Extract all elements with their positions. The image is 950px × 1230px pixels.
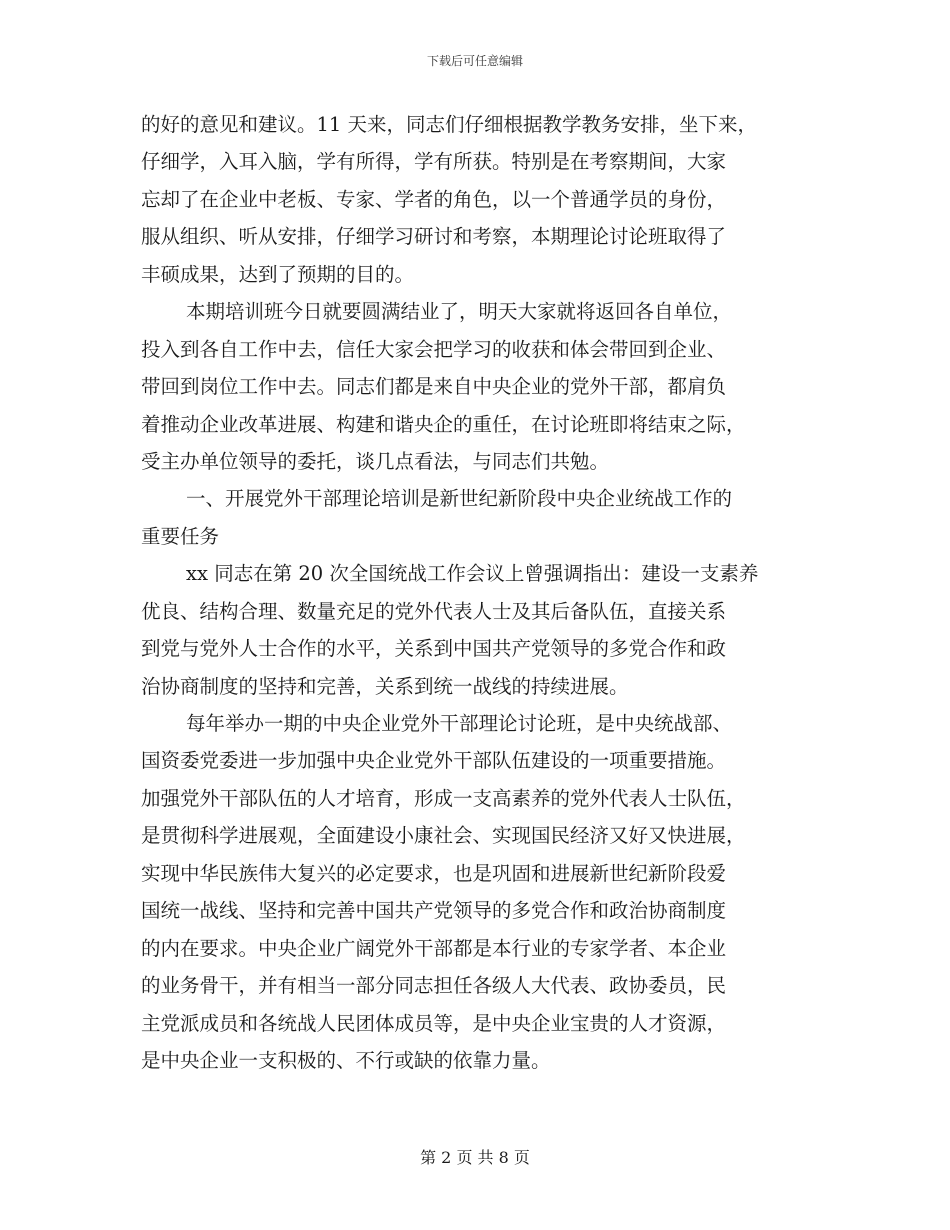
page-number-suffix: 页 bbox=[513, 1148, 530, 1167]
document-body bbox=[141, 106, 811, 1079]
current-page-number: 2 bbox=[441, 1148, 452, 1167]
paragraph-start-line: 每年举办一期的中央企业党外干部理论讨论班，是中央统战部、 bbox=[186, 712, 733, 735]
paragraph-start-line: 本期培训班今日就要圆满结业了，明天大家就将返回各自单位， bbox=[186, 300, 733, 324]
text-line: 服从组织、听从安排，仔细学习研讨和考察，本期理论讨论班取得了 bbox=[141, 225, 727, 249]
section-heading-line: 一、开展党外干部理论培训是新世纪新阶段中央企业统战工作的 bbox=[186, 487, 733, 511]
text-line: 受主办单位领导的委托，谈几点看法，与同志们共勉。 bbox=[141, 449, 610, 473]
text-line: 丰硕成果，达到了预期的目的。 bbox=[141, 262, 415, 286]
page-number-middle: 页 共 bbox=[456, 1148, 494, 1167]
text-line: 投入到各自工作中去，信任大家会把学习的收获和体会带回到企业、 bbox=[141, 337, 727, 361]
text-line: 治协商制度的坚持和完善，关系到统一战线的持续进展。 bbox=[141, 674, 629, 698]
text-line: 到党与党外人士合作的水平，关系到中国共产党领导的多党合作和政 bbox=[141, 637, 727, 661]
page-footer bbox=[0, 1147, 950, 1169]
text-line: 的好的意见和建议。11 天来，同志们仔细根据教学教务安排，坐下来， bbox=[141, 113, 758, 136]
text-line: 主党派成员和各统战人民团体成员等，是中央企业宝贵的人才资源， bbox=[141, 1011, 727, 1035]
text-line: 带回到岗位工作中去。同志们都是来自中央企业的党外干部，都肩负 bbox=[141, 375, 727, 399]
text-line: 加强党外干部队伍的人才培育，形成一支高素养的党外代表人士队伍， bbox=[141, 786, 746, 810]
text-line: 的业务骨干，并有相当一部分同志担任各级人大代表、政协委员，民 bbox=[141, 974, 727, 998]
text-line: 国资委党委进一步加强中央企业党外干部队伍建设的一项重要措施。 bbox=[141, 749, 727, 773]
paragraph-start-line: xx 同志在第 20 次全国统战工作会议上曾强调指出：建设一支素养 bbox=[186, 562, 759, 586]
text-line: 着推动企业改革进展、构建和谐央企的重任，在讨论班即将结束之际， bbox=[141, 412, 746, 436]
text-line: 优良、结构合理、数量充足的党外代表人士及其后备队伍，直接关系 bbox=[141, 599, 727, 623]
text-line: 仔细学，入耳入脑，学有所得，学有所获。特别是在考察期间，大家 bbox=[141, 150, 727, 174]
text-line: 忘却了在企业中老板、专家、学者的角色，以一个普通学员的身份， bbox=[141, 187, 727, 211]
page-number-prefix: 第 bbox=[420, 1148, 437, 1167]
text-line: 是贯彻科学进展观，全面建设小康社会、实现国民经济又好又快进展， bbox=[141, 824, 746, 848]
text-line: 实现中华民族伟大复兴的必定要求，也是巩固和进展新世纪新阶段爱 bbox=[141, 861, 727, 885]
page-header: 下载后可任意编辑 bbox=[426, 54, 523, 68]
section-heading-line: 重要任务 bbox=[141, 524, 220, 548]
text-line: 是中央企业一支积极的、不行或缺的依靠力量。 bbox=[141, 1048, 551, 1072]
text-line: 国统一战线、坚持和完善中国共产党领导的多党合作和政治协商制度 bbox=[141, 899, 727, 923]
total-page-count: 8 bbox=[498, 1148, 509, 1167]
text-line: 的内在要求。中央企业广阔党外干部都是本行业的专家学者、本企业 bbox=[141, 936, 727, 960]
